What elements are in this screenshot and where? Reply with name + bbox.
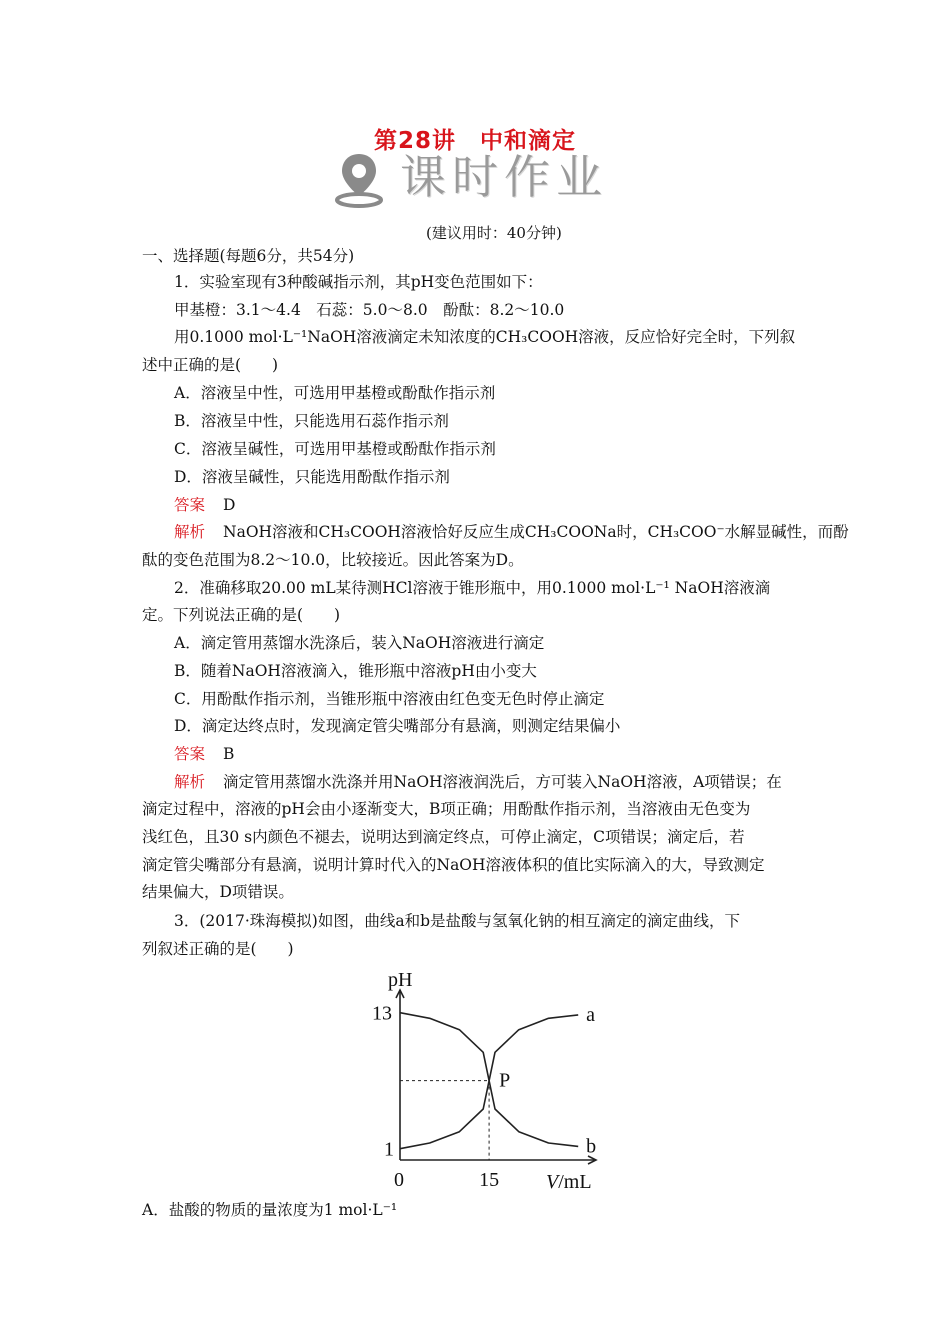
location-pin-icon [330,150,388,208]
titration-chart-svg [356,968,626,1198]
series-label-b: b [586,1135,597,1158]
answer-value: B [223,745,235,763]
x-axis-label: V/mL [546,1171,592,1193]
q1-analysis [174,520,854,544]
section-title: 一、选择题(每题6分，共54分) [142,247,355,265]
curve-b [400,1013,578,1147]
q2-stem-line: 2．准确移取20.00 mL某待测HCl溶液于锥形瓶中，用0.1000 mol·L⁻¹ NaOH溶液滴 [174,579,771,597]
titration-chart [356,968,626,1198]
homework-banner [330,148,622,208]
q2-answer [174,742,854,766]
series-label-a: a [586,1003,596,1026]
q1-stem-line: 1．实验室现有3种酸碱指示剂，其pH变色范围如下： [174,273,543,291]
y-tick-label: 1 [384,1138,394,1161]
q1-option-d: D．溶液呈碱性，只能选用酚酞作指示剂 [174,468,450,486]
q1-option-c: C．溶液呈碱性，可选用甲基橙或酚酞作指示剂 [174,440,496,458]
q1-stem-line: 用0.1000 mol·L⁻¹NaOH溶液滴定未知浓度的CH₃COOH溶液，反应恰好完全时，下列叙 [174,328,796,346]
x-tick-label: 15 [479,1169,500,1191]
q3-option-a: A．盐酸的物质的量浓度为1 mol·L⁻¹ [142,1201,398,1219]
q1-indicator-ranges: 甲基橙：3.1～4.4 石蕊：5.0～8.0 酚酞：8.2～10.0 [174,301,565,319]
q2-analysis-line: 结果偏大，D项错误。 [142,883,294,901]
analysis-label: 解析 [174,523,206,541]
q2-option-c: C．用酚酞作指示剂，当锥形瓶中溶液由红色变无色时停止滴定 [174,690,605,708]
answer-value: D [223,496,236,514]
answer-label: 答案 [174,745,206,763]
q2-option-d: D．滴定达终点时，发现滴定管尖嘴部分有悬滴，则测定结果偏小 [174,717,621,735]
q1-answer [174,493,854,517]
lecture-title: 第28讲 中和滴定 [373,128,576,154]
q1-stem-line: 述中正确的是( ) [142,356,279,374]
analysis-label: 解析 [174,773,206,791]
analysis-text: 滴定管用蒸馏水洗涤并用NaOH溶液润洗后，方可装入NaOH溶液，A项错误；在 [223,773,782,791]
y-axis-label: pH [388,969,413,991]
q2-analysis-line: 滴定过程中，溶液的pH会由小逐渐变大，B项正确；用酚酞作指示剂，当溶液由无色变为 [142,800,751,818]
q3-stem-line: 列叙述正确的是( ) [142,940,294,958]
q2-analysis-line: 滴定管尖嘴部分有悬滴，说明计算时代入的NaOH溶液体积的值比实际滴入的大，导致测定 [142,856,765,874]
time-note: (建议用时：40分钟) [426,224,562,242]
analysis-text: NaOH溶液和CH₃COOH溶液恰好反应生成CH₃COONa时，CH₃COO⁻水解显碱性，而酚 [223,523,849,541]
q1-analysis-line: 酞的变色范围为8.2～10.0，比较接近。因此答案为D。 [142,551,524,569]
q1-option-a: A．溶液呈中性，可选用甲基橙或酚酞作指示剂 [174,384,496,402]
q3-stem-line: 3．(2017·珠海模拟)如图，曲线a和b是盐酸与氢氧化钠的相互滴定的滴定曲线，下 [174,912,740,930]
x-tick-label: 0 [394,1169,404,1191]
q2-analysis [174,770,854,794]
q2-analysis-line: 浅红色，且30 s内颜色不褪去，说明达到滴定终点，可停止滴定，C项错误；滴定后，若 [142,828,745,846]
banner-title: 课时作业 [400,150,608,204]
q2-option-a: A．滴定管用蒸馏水洗涤后，装入NaOH溶液进行滴定 [174,634,545,652]
y-tick-label: 13 [372,1002,392,1025]
q1-option-b: B．溶液呈中性，只能选用石蕊作指示剂 [174,412,449,430]
point-label-p: P [499,1069,511,1092]
q2-stem-line: 定。下列说法正确的是( ) [142,606,341,624]
q2-option-b: B．随着NaOH溶液滴入，锥形瓶中溶液pH由小变大 [174,662,537,680]
answer-label: 答案 [174,496,206,514]
